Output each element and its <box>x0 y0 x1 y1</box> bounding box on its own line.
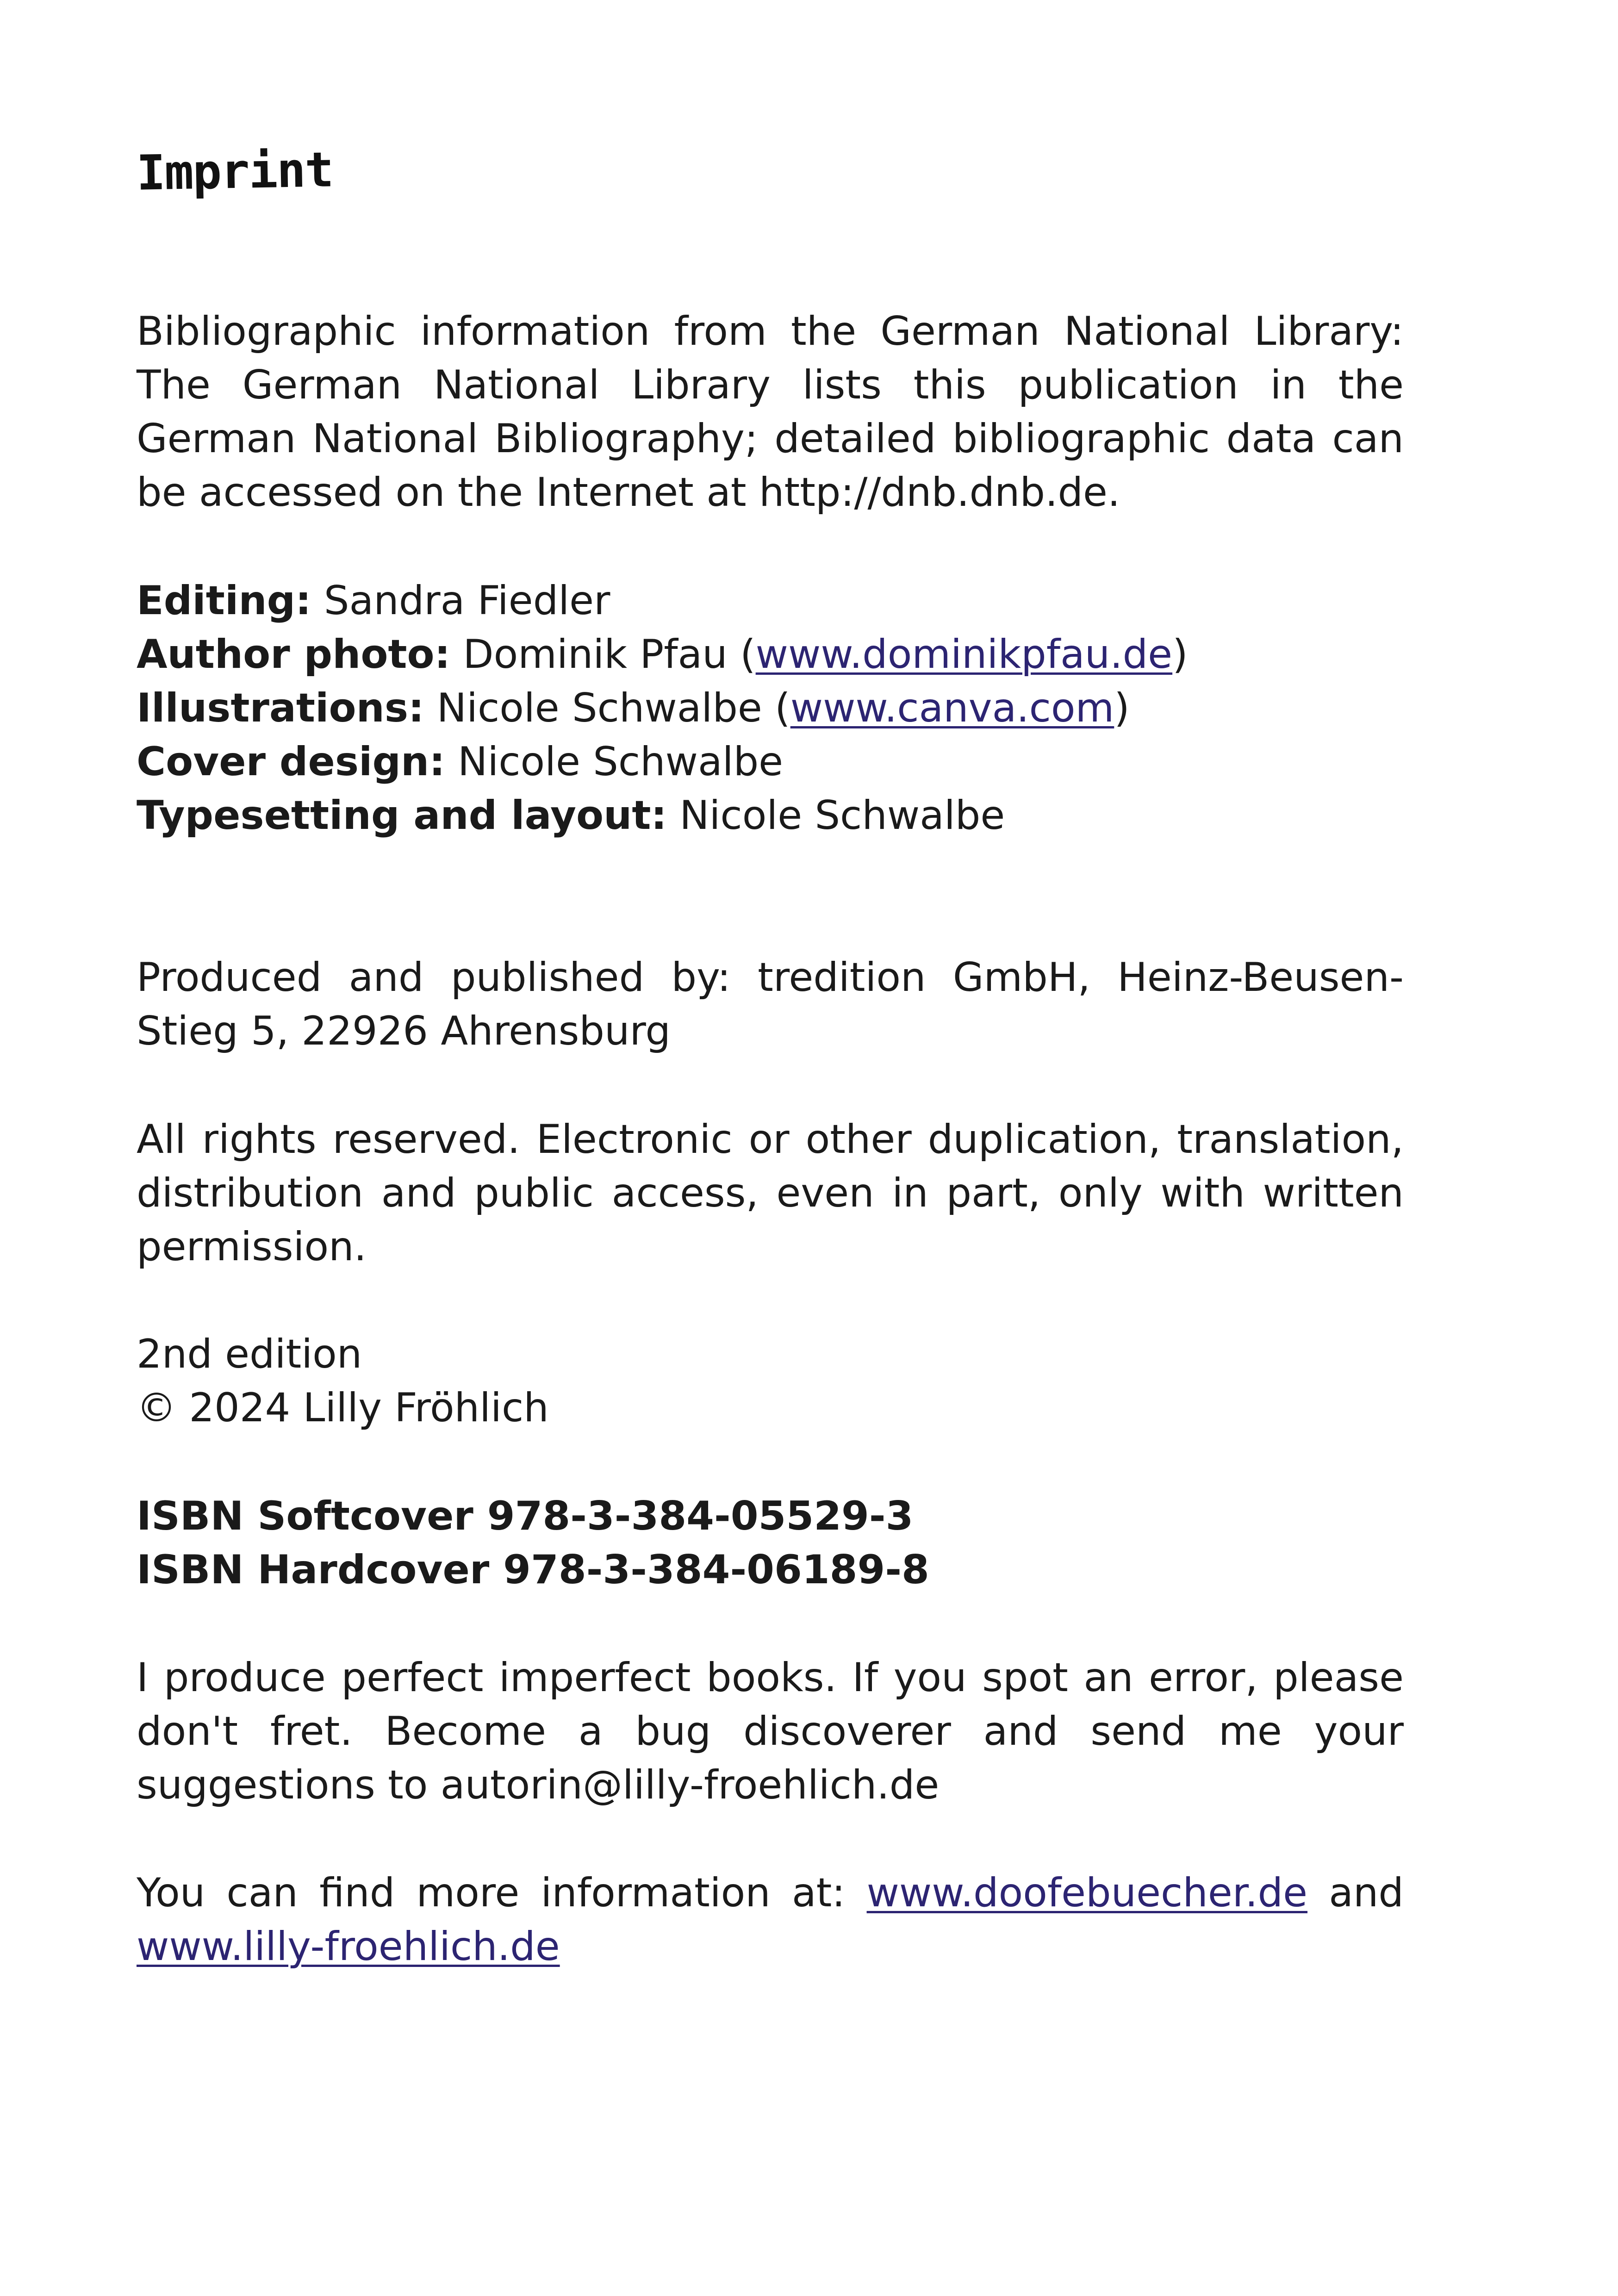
edition-text: 2nd edition <box>137 1331 362 1377</box>
more-info-prefix: You can find more information at: <box>137 1870 846 1916</box>
errata-line: suggestions to autorin@lilly-froehlich.de <box>137 1762 940 1808</box>
credit-value: Sandra Fiedler <box>324 578 610 624</box>
credit-cover-design <box>137 735 1404 789</box>
isbn-softcover: ISBN Softcover 978-3-384-05529-3 <box>137 1493 914 1539</box>
errata-note <box>137 1651 1404 1812</box>
credit-value: Nicole Schwalbe <box>436 685 762 731</box>
copyright-text: © 2024 Lilly Fröhlich <box>137 1385 549 1431</box>
bibliographic-line: Bibliographic information from the German National Library: <box>137 308 1404 355</box>
paren-open: ( <box>775 685 790 731</box>
credit-label: Illustrations: <box>137 685 424 731</box>
publisher-line: Produced and published by: tredition GmbH, Heinz-Beusen- <box>137 954 1404 1001</box>
credit-value: Nicole Schwalbe <box>458 739 784 785</box>
paren-close: ) <box>1114 685 1130 731</box>
credit-label: Author photo: <box>137 631 451 678</box>
credits <box>137 574 1404 842</box>
bibliographic-line: German National Bibliography; detailed bibliographic data can <box>137 416 1404 462</box>
edition-info <box>137 1327 1404 1435</box>
doofebuecher-link[interactable]: www.doofebuecher.de <box>866 1870 1308 1916</box>
bibliographic-information <box>137 305 1404 519</box>
isbn-hardcover: ISBN Hardcover 978-3-384-06189-8 <box>137 1547 929 1593</box>
credit-label: Editing: <box>137 578 311 624</box>
paren-open: ( <box>740 631 756 678</box>
bibliographic-line: The German National Library lists this publication in the <box>137 362 1404 408</box>
errata-line: don't fret. Become a bug discoverer and send me your <box>137 1708 1404 1755</box>
credit-editing <box>137 574 1404 628</box>
credit-typesetting <box>137 789 1404 842</box>
lilly-froehlich-link[interactable]: www.lilly-froehlich.de <box>137 1923 560 1970</box>
credit-value: Nicole Schwalbe <box>679 792 1005 839</box>
credit-value: Dominik Pfau <box>463 631 728 678</box>
more-info <box>137 1866 1404 1973</box>
publisher-line: Stieg 5, 22926 Ahrensburg <box>137 1008 671 1054</box>
credit-author-photo <box>137 628 1404 681</box>
canva-link[interactable]: www.canva.com <box>790 685 1114 731</box>
rights-line: permission. <box>137 1224 367 1270</box>
errata-line: I produce perfect imperfect books. If you spot an error, please <box>137 1655 1404 1701</box>
more-info-conjunction: and <box>1329 1870 1404 1916</box>
dominikpfau-link[interactable]: www.dominikpfau.de <box>755 631 1173 678</box>
rights-notice <box>137 1113 1404 1274</box>
isbn-info <box>137 1489 1404 1597</box>
rights-line: All rights reserved. Electronic or other duplication, translation, <box>137 1116 1404 1163</box>
more-info-line <box>137 1920 1404 1973</box>
paren-close: ) <box>1172 631 1188 678</box>
bibliographic-line: be accessed on the Internet at http://dnb.dnb.de. <box>137 469 1120 516</box>
credit-label: Typesetting and layout: <box>137 792 667 839</box>
page-title: Imprint <box>136 141 334 201</box>
more-info-line <box>137 1866 1404 1920</box>
credit-illustrations <box>137 681 1404 735</box>
credit-label: Cover design: <box>137 739 445 785</box>
publisher-info <box>137 951 1404 1058</box>
rights-line: distribution and public access, even in part, only with written <box>137 1170 1404 1216</box>
